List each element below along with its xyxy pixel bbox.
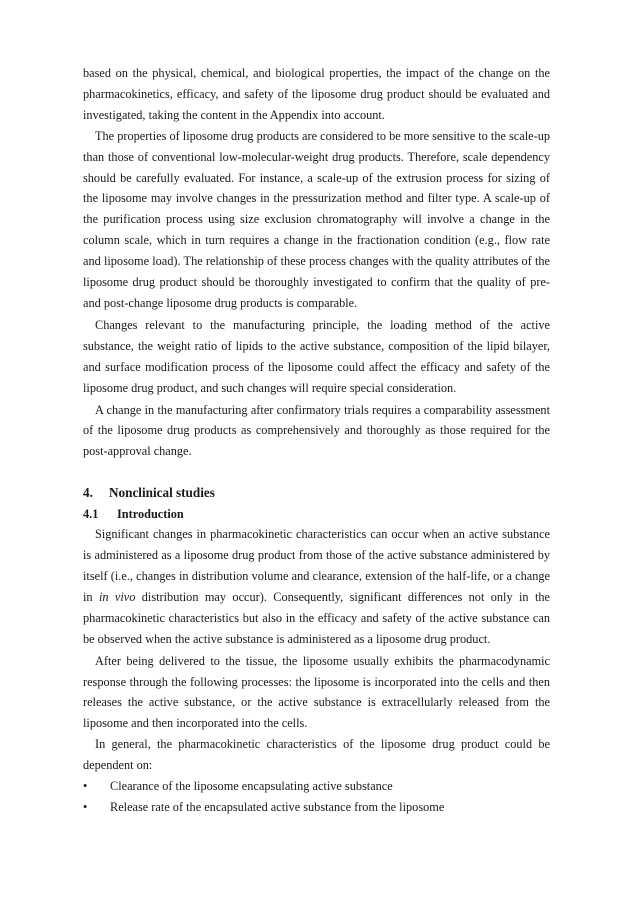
subsection-number: 4.1 xyxy=(83,507,99,522)
paragraph-scale-up: The properties of liposome drug products are considered to be more sensitive to the scale-up than those of conventional low-molecular-weight drug products. Therefore, scale dependency should be carefully evaluated. For instance, a scale-up of the extrusion process for sizing of the liposome may involve changes in the pressurization method and filter type. A scale-up of the purification process using size exclusion chromatography will involve a change in the column scale, which in turn requires a change in the fractionation condition (e.g., flow rate and liposome load). The relationship of these process changes with the quality attributes of the liposome drug product should be thoroughly investigated to confirm that the quality of pre- and post-change liposome drug products is comparable. xyxy=(83,128,550,310)
italic-in-vivo: in vivo xyxy=(98,589,136,604)
list-item-text: Release rate of the encapsulated active substance from the liposome xyxy=(110,800,445,814)
subsection-title: Introduction xyxy=(117,507,184,522)
bullet-list xyxy=(83,776,550,818)
paragraph-pharmacokinetic-changes xyxy=(83,524,550,649)
paragraph-text-start: Significant changes in pharmacokinetic characteristics can occur when an active substance is administered as a liposome drug product from those of the active substance administered by itself (i.e., changes in distribution volume and clearance, extension of the half-life, or a change in xyxy=(83,527,550,604)
section-title: Nonclinical studies xyxy=(109,485,215,501)
subsection-heading-introduction xyxy=(83,504,550,524)
section-number: 4. xyxy=(83,485,93,501)
paragraph-continued: based on the physical, chemical, and biological properties, the impact of the change on the pharmacokinetics, efficacy, and safety of the liposome drug product should be evaluated and investigated, taking the content in the Appendix into account. xyxy=(83,66,550,122)
paragraph-text-end: distribution may occur). Consequently, significant differences not only in the pharmacokinetic characteristics but also in the efficacy and safety of the active substance can be observed when the active substance is administered as a liposome drug product. xyxy=(83,589,550,646)
paragraph-pharmacodynamic-response: After being delivered to the tissue, the liposome usually exhibits the pharmacodynamic response through the following processes: the liposome is incorporated into the cells and then releases the active substance, or the active substance is extracellularly released from the liposome and then incorporated into the cells. xyxy=(83,653,550,731)
paragraph-manufacturing-changes: Changes relevant to the manufacturing principle, the loading method of the active substance, the weight ratio of lipids to the active substance, composition of the lipid bilayer, and surface modification process of the liposome could affect the efficacy and safety of the liposome drug product, and such changes will require special consideration. xyxy=(83,317,550,395)
paragraph-dependent-on: In general, the pharmacokinetic characteristics of the liposome drug product could be dependent on: xyxy=(83,737,550,773)
paragraph-confirmatory-trials: A change in the manufacturing after confirmatory trials requires a comparability assessment of the liposome drug products as comprehensively and thoroughly as those required for the post-approval change. xyxy=(83,402,550,459)
page-content xyxy=(83,63,550,818)
bullet-icon: • xyxy=(83,779,88,794)
list-item xyxy=(83,776,550,797)
list-item-text: Clearance of the liposome encapsulating active substance xyxy=(110,779,393,794)
list-item xyxy=(83,797,550,818)
bullet-icon: • xyxy=(83,800,88,814)
section-heading-nonclinical xyxy=(83,482,550,504)
